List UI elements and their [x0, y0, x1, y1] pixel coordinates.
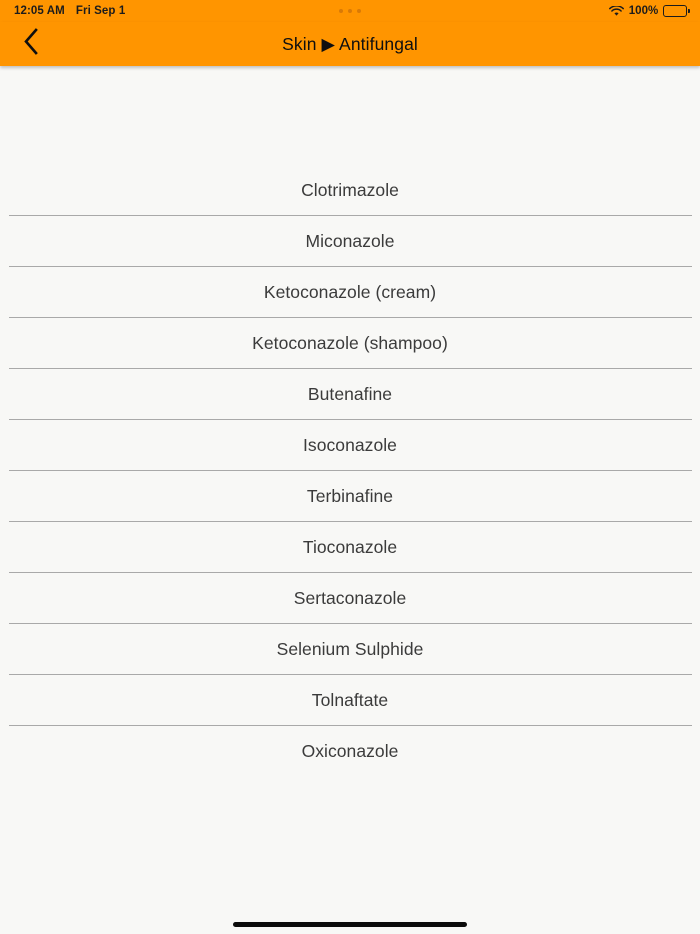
list-item-label: Clotrimazole [301, 180, 399, 200]
content-area [0, 66, 700, 934]
drug-list [0, 165, 700, 835]
list-item[interactable] [0, 522, 700, 573]
page-title: Skin ▶ Antifungal [282, 33, 418, 54]
list-item[interactable] [0, 675, 700, 726]
list-item-label: Tolnaftate [311, 690, 389, 710]
home-indicator[interactable] [233, 922, 467, 927]
list-item[interactable] [0, 318, 700, 369]
list-item-label: Tioconazole [302, 537, 398, 557]
battery-icon [663, 5, 690, 17]
battery-percent-label: 100% [628, 5, 659, 17]
list-item-label: Ketoconazole (shampoo) [252, 333, 448, 353]
list-item[interactable] [0, 726, 700, 777]
list-item[interactable] [0, 420, 700, 471]
status-bar [0, 0, 700, 22]
list-item-label: Terbinafine [306, 486, 394, 506]
live-activity-dots-icon [339, 9, 361, 13]
list-item-label: Ketoconazole (cream) [263, 282, 437, 302]
list-item-label: Sertaconazole [293, 588, 407, 608]
status-bar-right [609, 5, 690, 17]
list-item-label: Miconazole [305, 231, 395, 251]
home-indicator-area [0, 922, 700, 927]
list-item-label: Oxiconazole [301, 741, 399, 761]
list-item[interactable] [0, 216, 700, 267]
status-bar-time: 12:05 AM [14, 5, 65, 17]
list-item-label: Selenium Sulphide [276, 639, 424, 659]
list-item-label: Isoconazole [303, 435, 397, 455]
status-bar-date: Fri Sep 1 [75, 5, 126, 17]
status-bar-left [14, 5, 125, 17]
wifi-icon [609, 6, 624, 17]
list-item[interactable] [0, 471, 700, 522]
list-item[interactable] [0, 369, 700, 420]
list-item-label: Butenafine [307, 384, 393, 404]
list-item[interactable] [0, 573, 700, 624]
navigation-bar [0, 22, 700, 66]
list-item[interactable] [0, 165, 700, 216]
list-item[interactable] [0, 267, 700, 318]
list-item[interactable] [0, 624, 700, 675]
